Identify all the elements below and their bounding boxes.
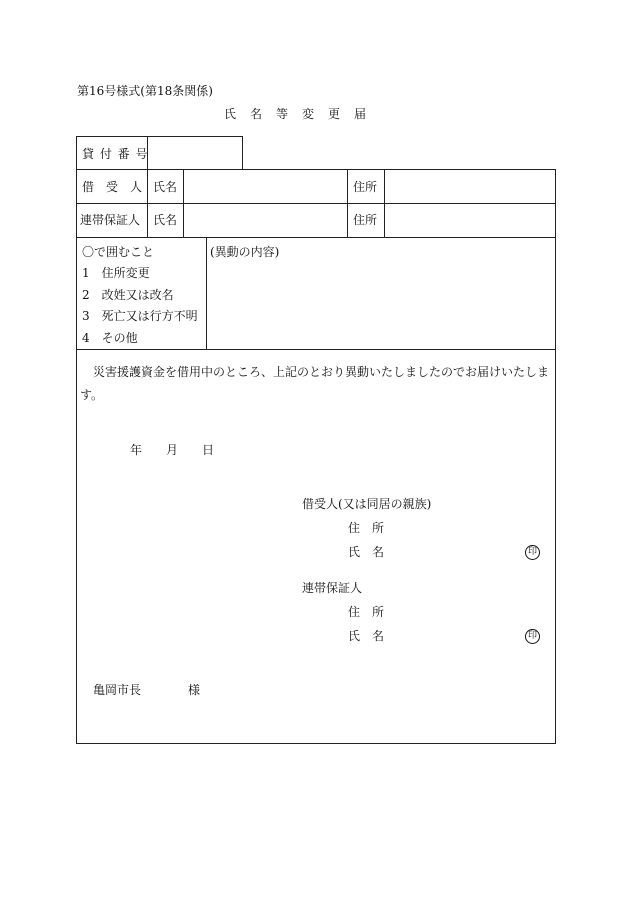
borrower-sign-name: 氏 名	[348, 545, 385, 559]
date-month: 月	[166, 443, 179, 457]
date-day: 日	[202, 443, 215, 457]
guarantor-sign-name: 氏 名	[348, 629, 385, 643]
guarantor-name-field[interactable]	[185, 205, 346, 236]
statement-line-1: 災害援護資金を借用中のところ、上記のとおり異動いたしましたのでお届けいたしま	[93, 365, 550, 379]
form-number: 第16号様式(第18条関係)	[77, 84, 213, 98]
borrower-sign-heading: 借受人(又は同居の親族)	[302, 497, 432, 511]
change-option-surname[interactable]: 2 改姓又は改名	[82, 288, 174, 302]
change-option-death[interactable]: 3 死亡又は行方不明	[82, 309, 198, 323]
borrower-name-label: 氏名	[153, 180, 178, 194]
page-title: 氏 名 等 変 更 届	[224, 107, 368, 121]
change-detail-field[interactable]	[210, 262, 552, 346]
loan-number-label: 貸 付 番 号	[82, 147, 149, 161]
borrower-address-label: 住所	[353, 180, 378, 194]
borrower-address-field[interactable]	[386, 171, 554, 202]
guarantor-address-field[interactable]	[386, 205, 554, 236]
circle-instruction: 〇で囲むこと	[82, 245, 155, 259]
addressee: 亀岡市長	[93, 683, 142, 697]
borrower-name-field[interactable]	[185, 171, 346, 202]
guarantor-address-label: 住所	[353, 213, 378, 227]
borrower-sign-address: 住 所	[348, 521, 385, 535]
change-option-other[interactable]: 4 その他	[82, 331, 138, 345]
honorific: 様	[188, 683, 201, 697]
statement-line-2: す。	[80, 388, 104, 402]
borrower-seal-icon: 印	[525, 545, 540, 560]
guarantor-name-label: 氏名	[153, 213, 178, 227]
change-detail-label: (異動の内容)	[210, 245, 280, 259]
guarantor-label: 連帯保証人	[80, 213, 141, 227]
date-year: 年	[130, 443, 143, 457]
guarantor-sign-heading: 連帯保証人	[302, 581, 363, 595]
guarantor-seal-icon: 印	[525, 629, 540, 644]
guarantor-sign-address: 住 所	[348, 605, 385, 619]
borrower-label: 借 受 人	[82, 180, 143, 194]
loan-number-field[interactable]	[149, 138, 241, 168]
change-option-address[interactable]: 1 住所変更	[82, 266, 150, 280]
